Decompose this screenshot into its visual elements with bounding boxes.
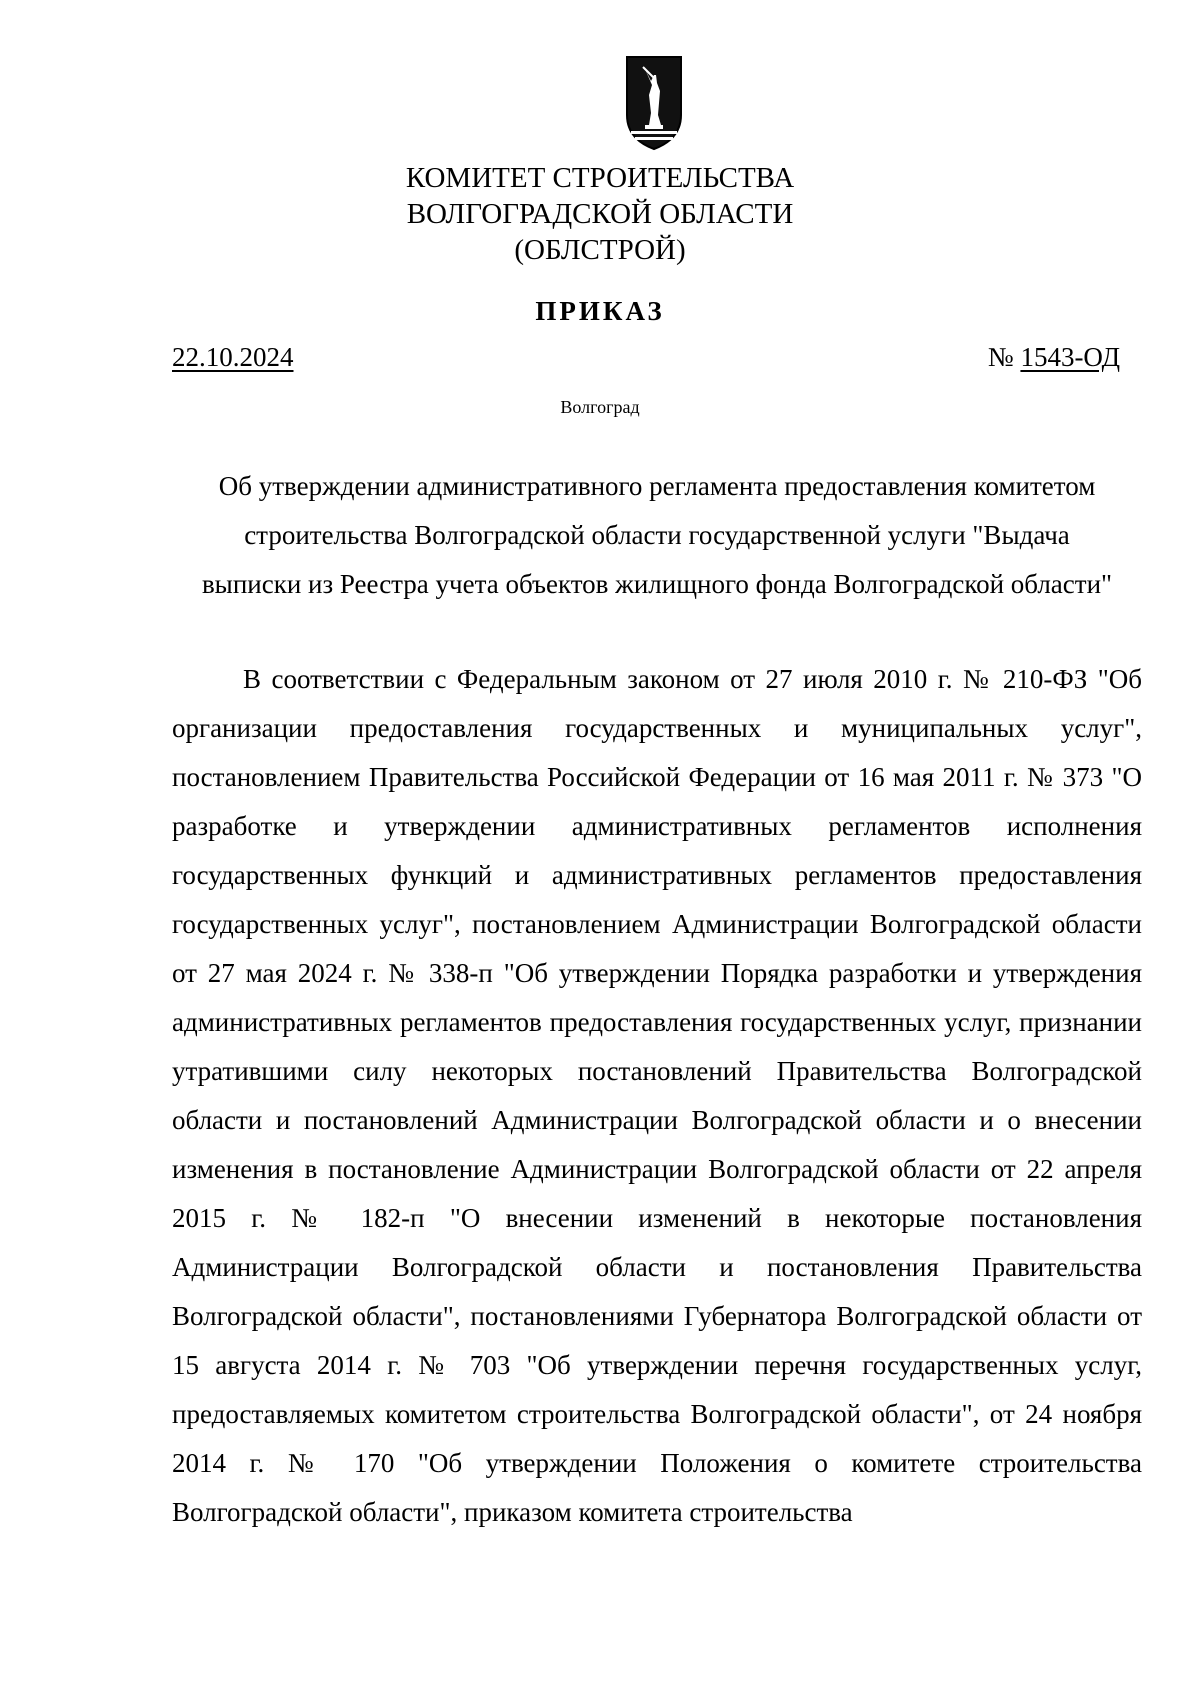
subject-line-3: выписки из Реестра учета объектов жилищного фонда Волгоградской области": [201, 569, 1113, 599]
number-value: 1543-ОД: [1020, 342, 1120, 372]
document-type: ПРИКАЗ: [535, 296, 665, 326]
subject-line-1: Об утверждении административного регламента предоставления комитетом: [218, 471, 1096, 501]
org-line-1: КОМИТЕТ СТРОИТЕЛЬСТВА: [405, 162, 795, 194]
number-prefix: №: [987, 342, 1014, 372]
document-city: Волгоград: [560, 397, 640, 417]
coat-of-arms-icon: [625, 55, 683, 155]
document-subject: [172, 462, 1142, 609]
document-date: 22.10.2024: [172, 342, 294, 372]
org-line-3: (ОБЛСТРОЙ): [514, 234, 686, 266]
document-number: [988, 342, 1120, 373]
organization-name: [0, 160, 1200, 268]
subject-line-2: строительства Волгоградской области государственной услуги "Выдача: [244, 520, 1070, 550]
body-paragraph: В соответствии с Федеральным законом от 27 июля 2010 г. № 210-ФЗ "Об организации предоставления государственных и муниципальных услуг", постановлением Правительства Российской Федерации от 16 мая 2011 г. № 373 "О разработке и утверждении административных регламентов исполнения государственных функций и административных регламентов предоставления государственных услуг", постановлением Администрации Волгоградской области от 27 мая 2024 г. № 338-п "Об утверждении Порядка разработки и утверждения административных регламентов предоставления государственных услуг, признании утратившими силу некоторых постановлений Правительства Волгоградской области и постановлений Администрации Волгоградской области и о внесении изменения в постановление Администрации Волгоградской области от 22 апреля 2015 г. № 182-п "О внесении изменений в некоторые постановления Администрации Волгоградской области и постановления Правительства Волгоградской области", постановлениями Губернатора Волгоградской области от 15 августа 2014 г. № 703 "Об утверждении перечня государственных услуг, предоставляемых комитетом строительства Волгоградской области", от 24 ноября 2014 г. № 170 "Об утверждении Положения о комитете строительства Волгоградской области", приказом комитета строительства: [172, 664, 1142, 1527]
org-line-2: ВОЛГОГРАДСКОЙ ОБЛАСТИ: [406, 198, 794, 230]
